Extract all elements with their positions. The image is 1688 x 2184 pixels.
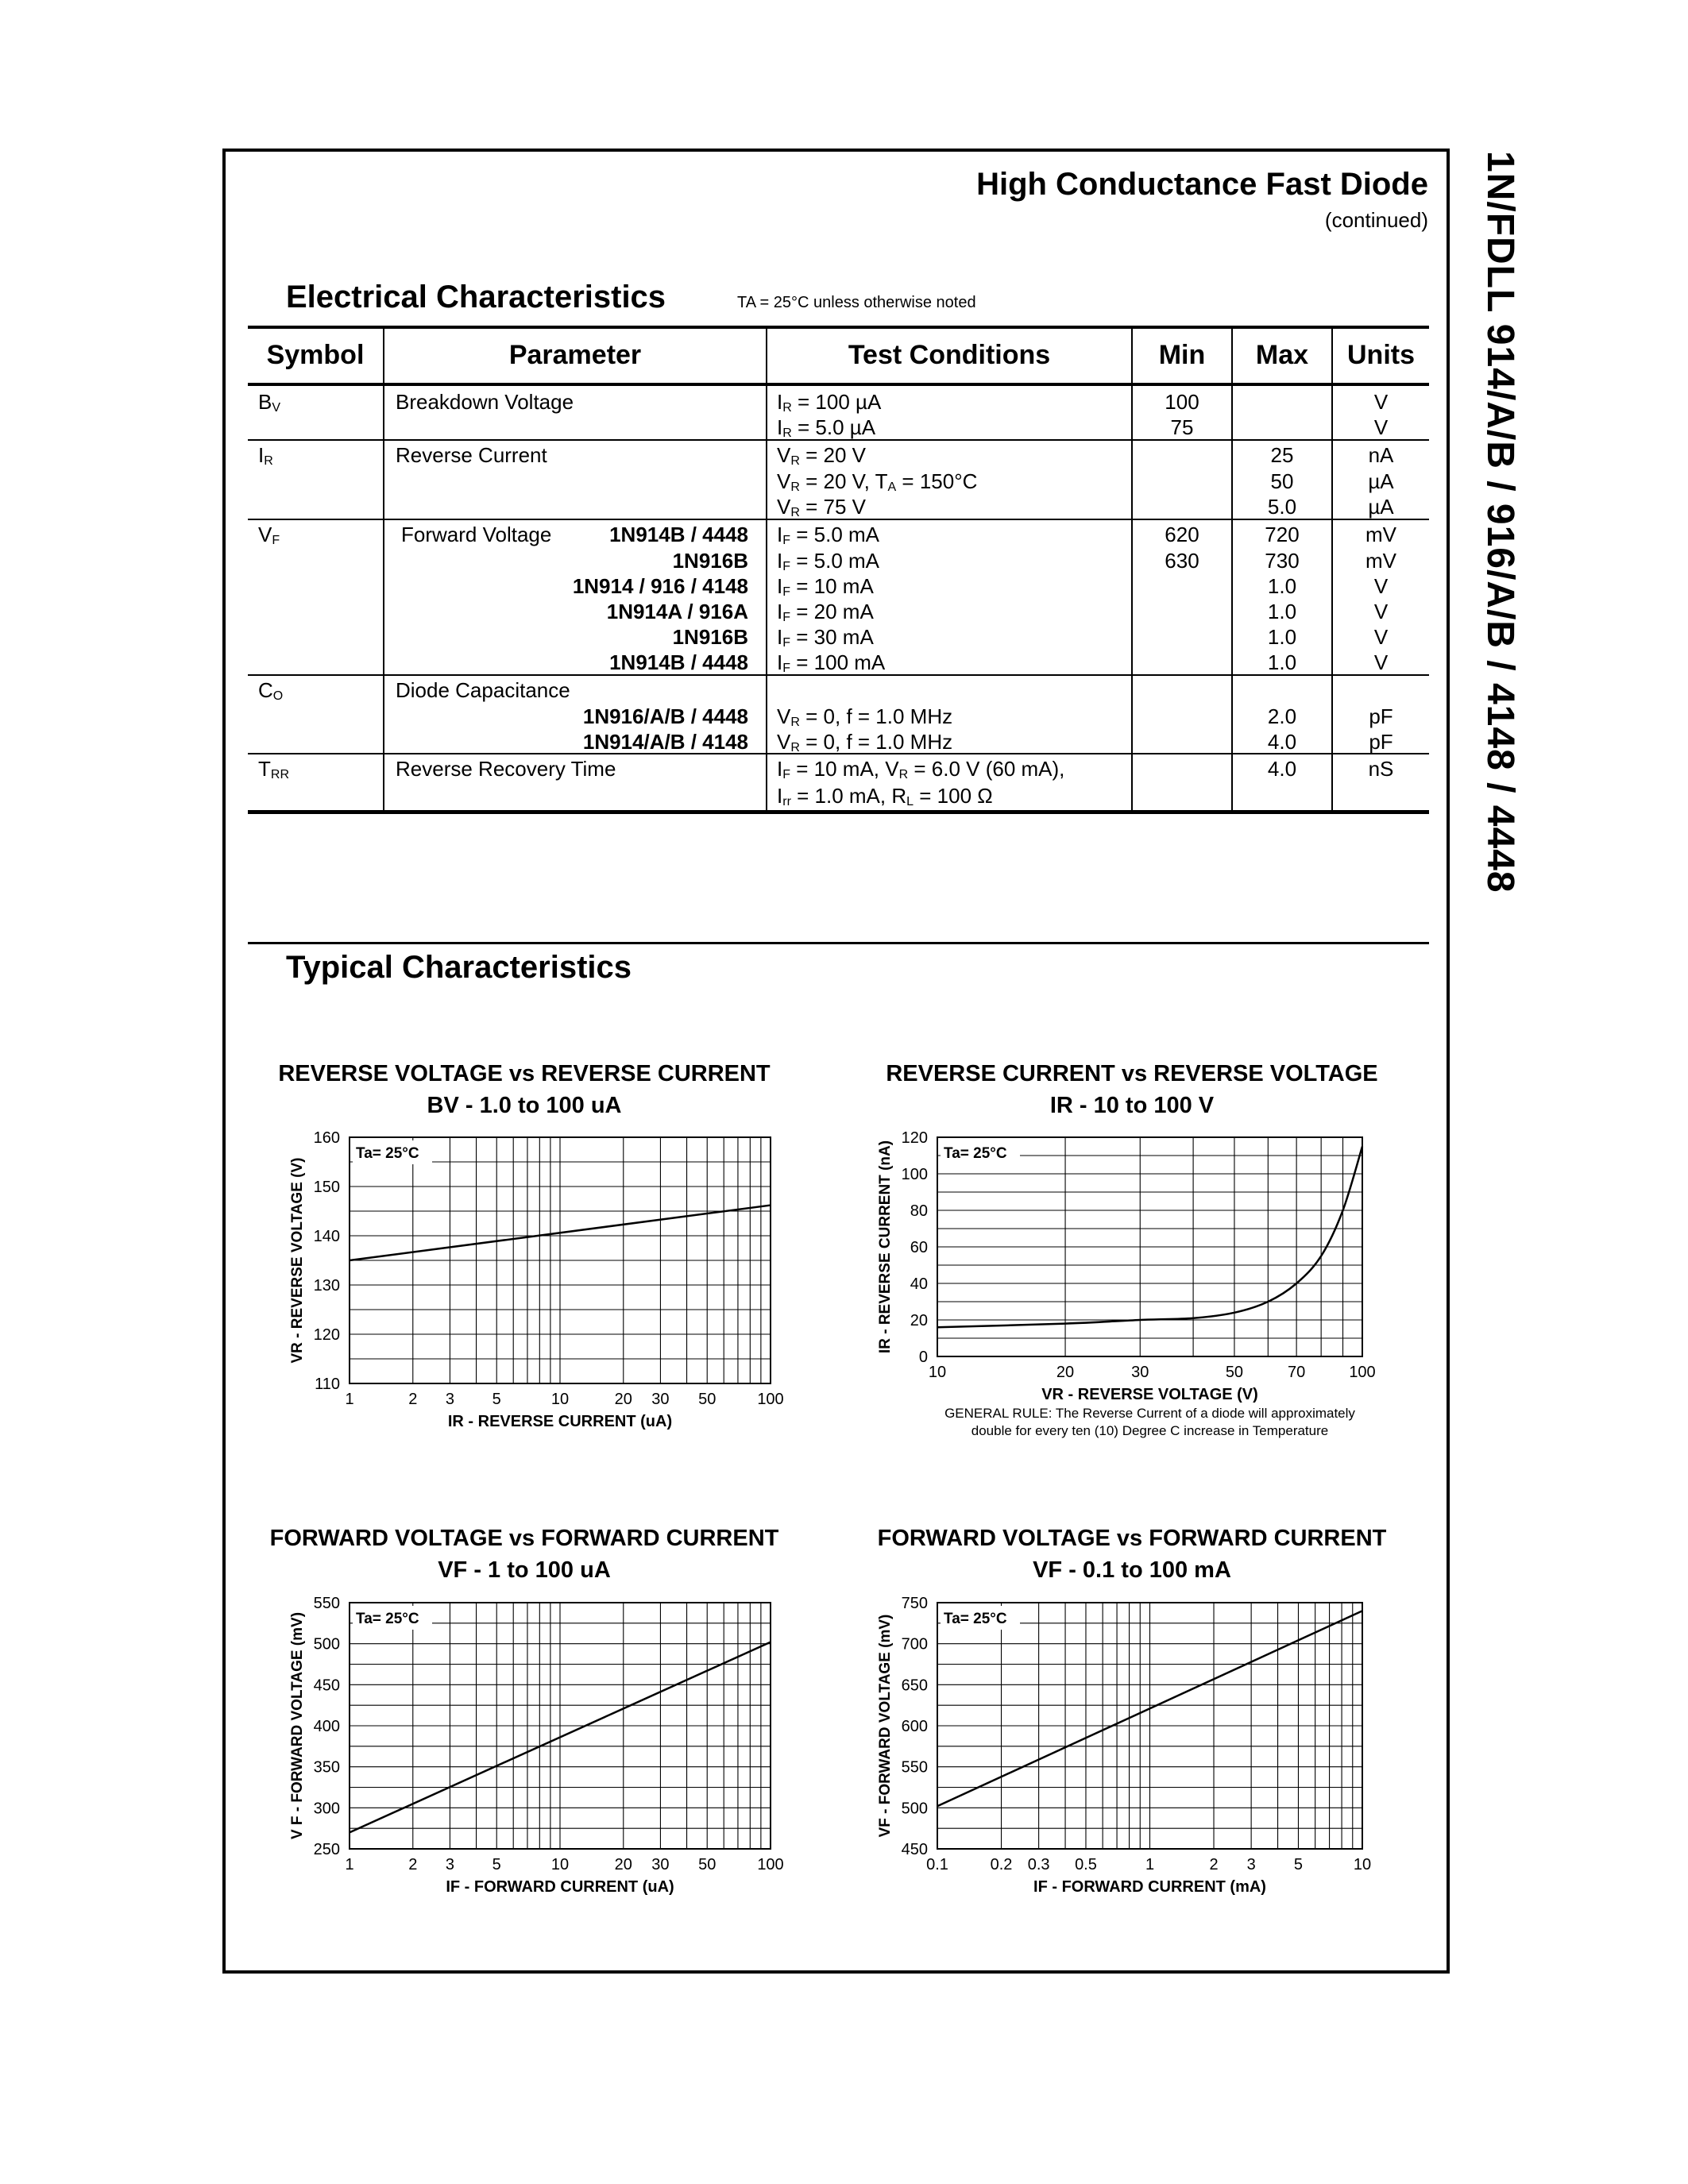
table-column-divider — [766, 327, 767, 812]
cell-symbol: $C_O$ — [258, 678, 284, 703]
y-tick-label: 650 — [901, 1677, 928, 1695]
cell-part-number: 1N916B — [672, 549, 748, 573]
col-header-test: Test Conditions — [848, 340, 1051, 370]
x-tick-label: 2 — [408, 1856, 418, 1873]
chart-svg — [278, 1129, 786, 1439]
y-tick-label: 100 — [901, 1166, 928, 1183]
page-title: High Conductance Fast Diode — [976, 167, 1428, 202]
x-tick-label: 30 — [1131, 1364, 1149, 1381]
x-tick-label: 10 — [1353, 1856, 1372, 1873]
chart-svg — [866, 1129, 1378, 1412]
x-tick-label: 100 — [757, 1391, 784, 1408]
x-tick-label: 3 — [445, 1856, 454, 1873]
cell-test-condition: $I_R = 5.0$ µA — [777, 415, 876, 440]
x-tick-label: 50 — [698, 1856, 717, 1873]
cell-max: 25 — [1270, 443, 1294, 467]
cell-test-condition: $V_R = 75$ V — [777, 495, 867, 519]
y-tick-label: 120 — [313, 1326, 340, 1344]
electrical-note: TA = 25°C unless otherwise noted — [737, 294, 976, 311]
cell-test-condition: $I_R = 100$ µA — [777, 390, 882, 415]
cell-max: 5.0 — [1267, 495, 1297, 519]
cell-units: nA — [1368, 443, 1394, 467]
x-tick-label: 20 — [614, 1856, 632, 1873]
x-tick-label: 20 — [614, 1391, 632, 1408]
cell-units: mV — [1365, 549, 1396, 573]
y-tick-label: 120 — [901, 1129, 928, 1147]
cell-part-number: 1N914A / 916A — [606, 600, 748, 623]
y-axis-label: V F - FORWARD VOLTAGE (mV) — [289, 1611, 306, 1840]
y-tick-label: 550 — [901, 1758, 928, 1777]
chart-subtitle: IR - 10 to 100 V — [1049, 1093, 1215, 1118]
x-tick-label: 50 — [1225, 1364, 1244, 1381]
cell-max: 1.0 — [1267, 600, 1297, 623]
y-tick-label: 400 — [313, 1718, 340, 1735]
cell-min: 100 — [1165, 390, 1199, 414]
cell-test-condition: $I_F = 5.0$ mA — [777, 523, 880, 547]
cell-max: 4.0 — [1267, 730, 1297, 754]
x-tick-label: 100 — [1349, 1364, 1376, 1381]
x-tick-label: 50 — [698, 1391, 717, 1408]
cell-units: V — [1373, 625, 1389, 649]
x-tick-label: 5 — [492, 1856, 501, 1873]
x-tick-label: 1 — [345, 1391, 354, 1408]
annotation-label: Ta= 25°C — [356, 1145, 419, 1162]
x-tick-label: 10 — [928, 1364, 947, 1381]
typical-title: Typical Characteristics — [286, 950, 632, 985]
cell-units: µA — [1368, 495, 1394, 519]
cell-symbol: $I_R$ — [258, 443, 273, 468]
cell-units: mV — [1365, 523, 1396, 546]
cell-units: V — [1373, 650, 1389, 674]
y-tick-label: 60 — [910, 1239, 928, 1256]
cell-part-number: 1N916/A/B / 4448 — [582, 704, 748, 728]
y-tick-label: 20 — [910, 1312, 928, 1329]
y-tick-label: 450 — [313, 1677, 340, 1695]
y-axis-label: IR - REVERSE CURRENT (nA) — [877, 1140, 894, 1354]
cell-parameter: Diode Capacitance — [396, 678, 570, 702]
x-tick-label: 1 — [345, 1856, 354, 1873]
cell-units: pF — [1369, 704, 1393, 728]
cell-test-condition: $I_F = 20$ mA — [777, 600, 874, 624]
cell-max: 2.0 — [1267, 704, 1297, 728]
cell-symbol: $B_V$ — [258, 390, 281, 415]
side-title: 1N/FDLL 914/A/B / 916/A/B / 4148 / 4448 — [1479, 151, 1521, 893]
y-axis-label: VR - REVERSE VOLTAGE (V) — [289, 1157, 306, 1364]
cell-part-number: 1N916B — [672, 625, 748, 649]
x-tick-label: 0.1 — [926, 1856, 948, 1873]
cell-units: V — [1373, 574, 1389, 598]
y-tick-label: 350 — [313, 1758, 340, 1777]
chart-subtitle: VF - 0.1 to 100 mA — [1033, 1557, 1231, 1583]
col-header-max: Max — [1255, 340, 1309, 370]
y-tick-label: 130 — [313, 1277, 340, 1295]
col-header-parameter: Parameter — [508, 340, 642, 370]
x-axis-label: IR - REVERSE CURRENT (uA) — [447, 1413, 673, 1430]
y-tick-label: 140 — [313, 1228, 340, 1245]
cell-test-condition: $I_F = 30$ mA — [777, 625, 874, 650]
x-tick-label: 10 — [550, 1856, 570, 1873]
y-tick-label: 450 — [901, 1841, 928, 1858]
x-tick-label: 30 — [651, 1856, 670, 1873]
cell-test-condition: $I_F = 5.0$ mA — [777, 549, 880, 573]
x-tick-label: 70 — [1288, 1364, 1306, 1381]
y-axis-label: VF - FORWARD VOLTAGE (mV) — [877, 1614, 894, 1838]
x-axis-label: IF - FORWARD CURRENT (uA) — [446, 1878, 674, 1896]
y-tick-label: 160 — [313, 1129, 340, 1147]
x-tick-label: 0.2 — [990, 1856, 1013, 1873]
table-top-rule — [248, 326, 1429, 329]
y-tick-label: 750 — [901, 1595, 928, 1612]
cell-part-number: 1N914B / 4448 — [609, 650, 748, 674]
y-tick-label: 40 — [910, 1275, 928, 1293]
col-header-symbol: Symbol — [266, 340, 365, 370]
cell-part-number: 1N914/A/B / 4148 — [582, 730, 748, 754]
cell-max: 4.0 — [1267, 757, 1297, 781]
cell-min: 75 — [1170, 415, 1194, 439]
cell-parameter: Reverse Current — [396, 443, 547, 467]
x-tick-label: 3 — [445, 1391, 454, 1408]
cell-symbol: $T_{RR}$ — [258, 757, 289, 781]
y-tick-label: 80 — [910, 1202, 928, 1220]
x-tick-label: 0.3 — [1027, 1856, 1050, 1873]
chart-footnote: GENERAL RULE: The Reverse Current of a diode will approximately — [944, 1406, 1355, 1421]
chart-subtitle: VF - 1 to 100 uA — [438, 1557, 611, 1583]
chart-title: FORWARD VOLTAGE vs FORWARD CURRENT — [269, 1526, 779, 1551]
y-tick-label: 600 — [901, 1718, 928, 1735]
cell-max: 720 — [1265, 523, 1300, 546]
cell-test-condition: $I_F = 10$ mA — [777, 574, 874, 599]
cell-test-condition: $I_F = 100$ mA — [777, 650, 886, 675]
x-axis-label: IF - FORWARD CURRENT (mA) — [1033, 1878, 1266, 1896]
y-tick-label: 250 — [313, 1841, 340, 1858]
section-divider — [248, 942, 1429, 944]
x-tick-label: 100 — [757, 1856, 784, 1873]
chart-title: FORWARD VOLTAGE vs FORWARD CURRENT — [877, 1526, 1387, 1551]
chart-svg — [866, 1595, 1378, 1904]
chart-title: REVERSE VOLTAGE vs REVERSE CURRENT — [278, 1061, 771, 1086]
y-tick-label: 550 — [313, 1595, 340, 1612]
y-tick-label: 150 — [313, 1179, 340, 1196]
table-header-rule — [248, 383, 1429, 386]
cell-part-number: 1N914 / 916 / 4148 — [572, 574, 748, 598]
cell-units: µA — [1368, 469, 1394, 493]
cell-parameter: Forward Voltage — [401, 523, 552, 546]
cell-max: 1.0 — [1267, 625, 1297, 649]
chart-subtitle: BV - 1.0 to 100 uA — [427, 1093, 622, 1118]
cell-units: V — [1373, 390, 1389, 414]
chart-footnote: double for every ten (10) Degree C increase in Temperature — [971, 1423, 1329, 1438]
x-tick-label: 1 — [1145, 1856, 1155, 1873]
cell-test-condition: $V_R = 20$ V, $T_A = 150^\circ C$ — [777, 469, 978, 494]
page-subtitle: (continued) — [1324, 208, 1428, 232]
cell-max: 1.0 — [1267, 574, 1297, 598]
x-tick-label: 2 — [1209, 1856, 1219, 1873]
cell-parameter: Breakdown Voltage — [396, 390, 574, 414]
y-tick-label: 0 — [918, 1349, 928, 1366]
cell-max: 1.0 — [1267, 650, 1297, 674]
x-tick-label: 3 — [1246, 1856, 1256, 1873]
table-column-divider — [383, 327, 384, 812]
cell-min: 620 — [1165, 523, 1199, 546]
cell-test-condition: $I_{rr} = 1.0$ mA, $R_L = 100$ Ω — [777, 784, 993, 808]
chart-title: REVERSE CURRENT vs REVERSE VOLTAGE — [886, 1061, 1378, 1086]
cell-parameter: Reverse Recovery Time — [396, 757, 616, 781]
y-tick-label: 500 — [313, 1635, 340, 1653]
x-tick-label: 0.5 — [1075, 1856, 1097, 1873]
cell-test-condition: $V_R = 0$, f = 1.0 MHz — [777, 704, 953, 729]
cell-test-condition: $I_F = 10$ mA, $V_R = 6.0$ V (60 mA), — [777, 757, 1065, 781]
x-axis-label: VR - REVERSE VOLTAGE (V) — [1041, 1386, 1258, 1403]
x-tick-label: 5 — [492, 1391, 501, 1408]
cell-units: V — [1373, 600, 1389, 623]
cell-units: pF — [1369, 730, 1393, 754]
annotation-label: Ta= 25°C — [944, 1145, 1007, 1162]
electrical-title: Electrical Characteristics — [286, 280, 666, 314]
cell-max: 730 — [1265, 549, 1300, 573]
y-tick-label: 500 — [901, 1800, 928, 1818]
cell-test-condition: $V_R = 20$ V — [777, 443, 867, 468]
annotation-label: Ta= 25°C — [356, 1611, 419, 1627]
x-tick-label: 5 — [1293, 1856, 1304, 1873]
cell-part-number: 1N914B / 4448 — [609, 523, 748, 546]
annotation-label: Ta= 25°C — [944, 1611, 1007, 1627]
y-tick-label: 300 — [313, 1800, 340, 1818]
x-tick-label: 30 — [651, 1391, 670, 1408]
chart-svg — [278, 1595, 786, 1904]
cell-units: nS — [1368, 757, 1394, 781]
x-tick-label: 10 — [550, 1391, 570, 1408]
cell-test-condition: $V_R = 0$, f = 1.0 MHz — [777, 730, 953, 754]
col-header-min: Min — [1158, 340, 1206, 370]
cell-max: 50 — [1270, 469, 1294, 493]
cell-symbol: $V_F$ — [258, 523, 280, 547]
x-tick-label: 20 — [1056, 1364, 1075, 1381]
col-header-units: Units — [1347, 340, 1415, 370]
y-tick-label: 110 — [315, 1376, 340, 1393]
x-tick-label: 2 — [408, 1391, 418, 1408]
cell-units: V — [1373, 415, 1389, 439]
y-tick-label: 700 — [901, 1635, 928, 1653]
cell-min: 630 — [1165, 549, 1199, 573]
